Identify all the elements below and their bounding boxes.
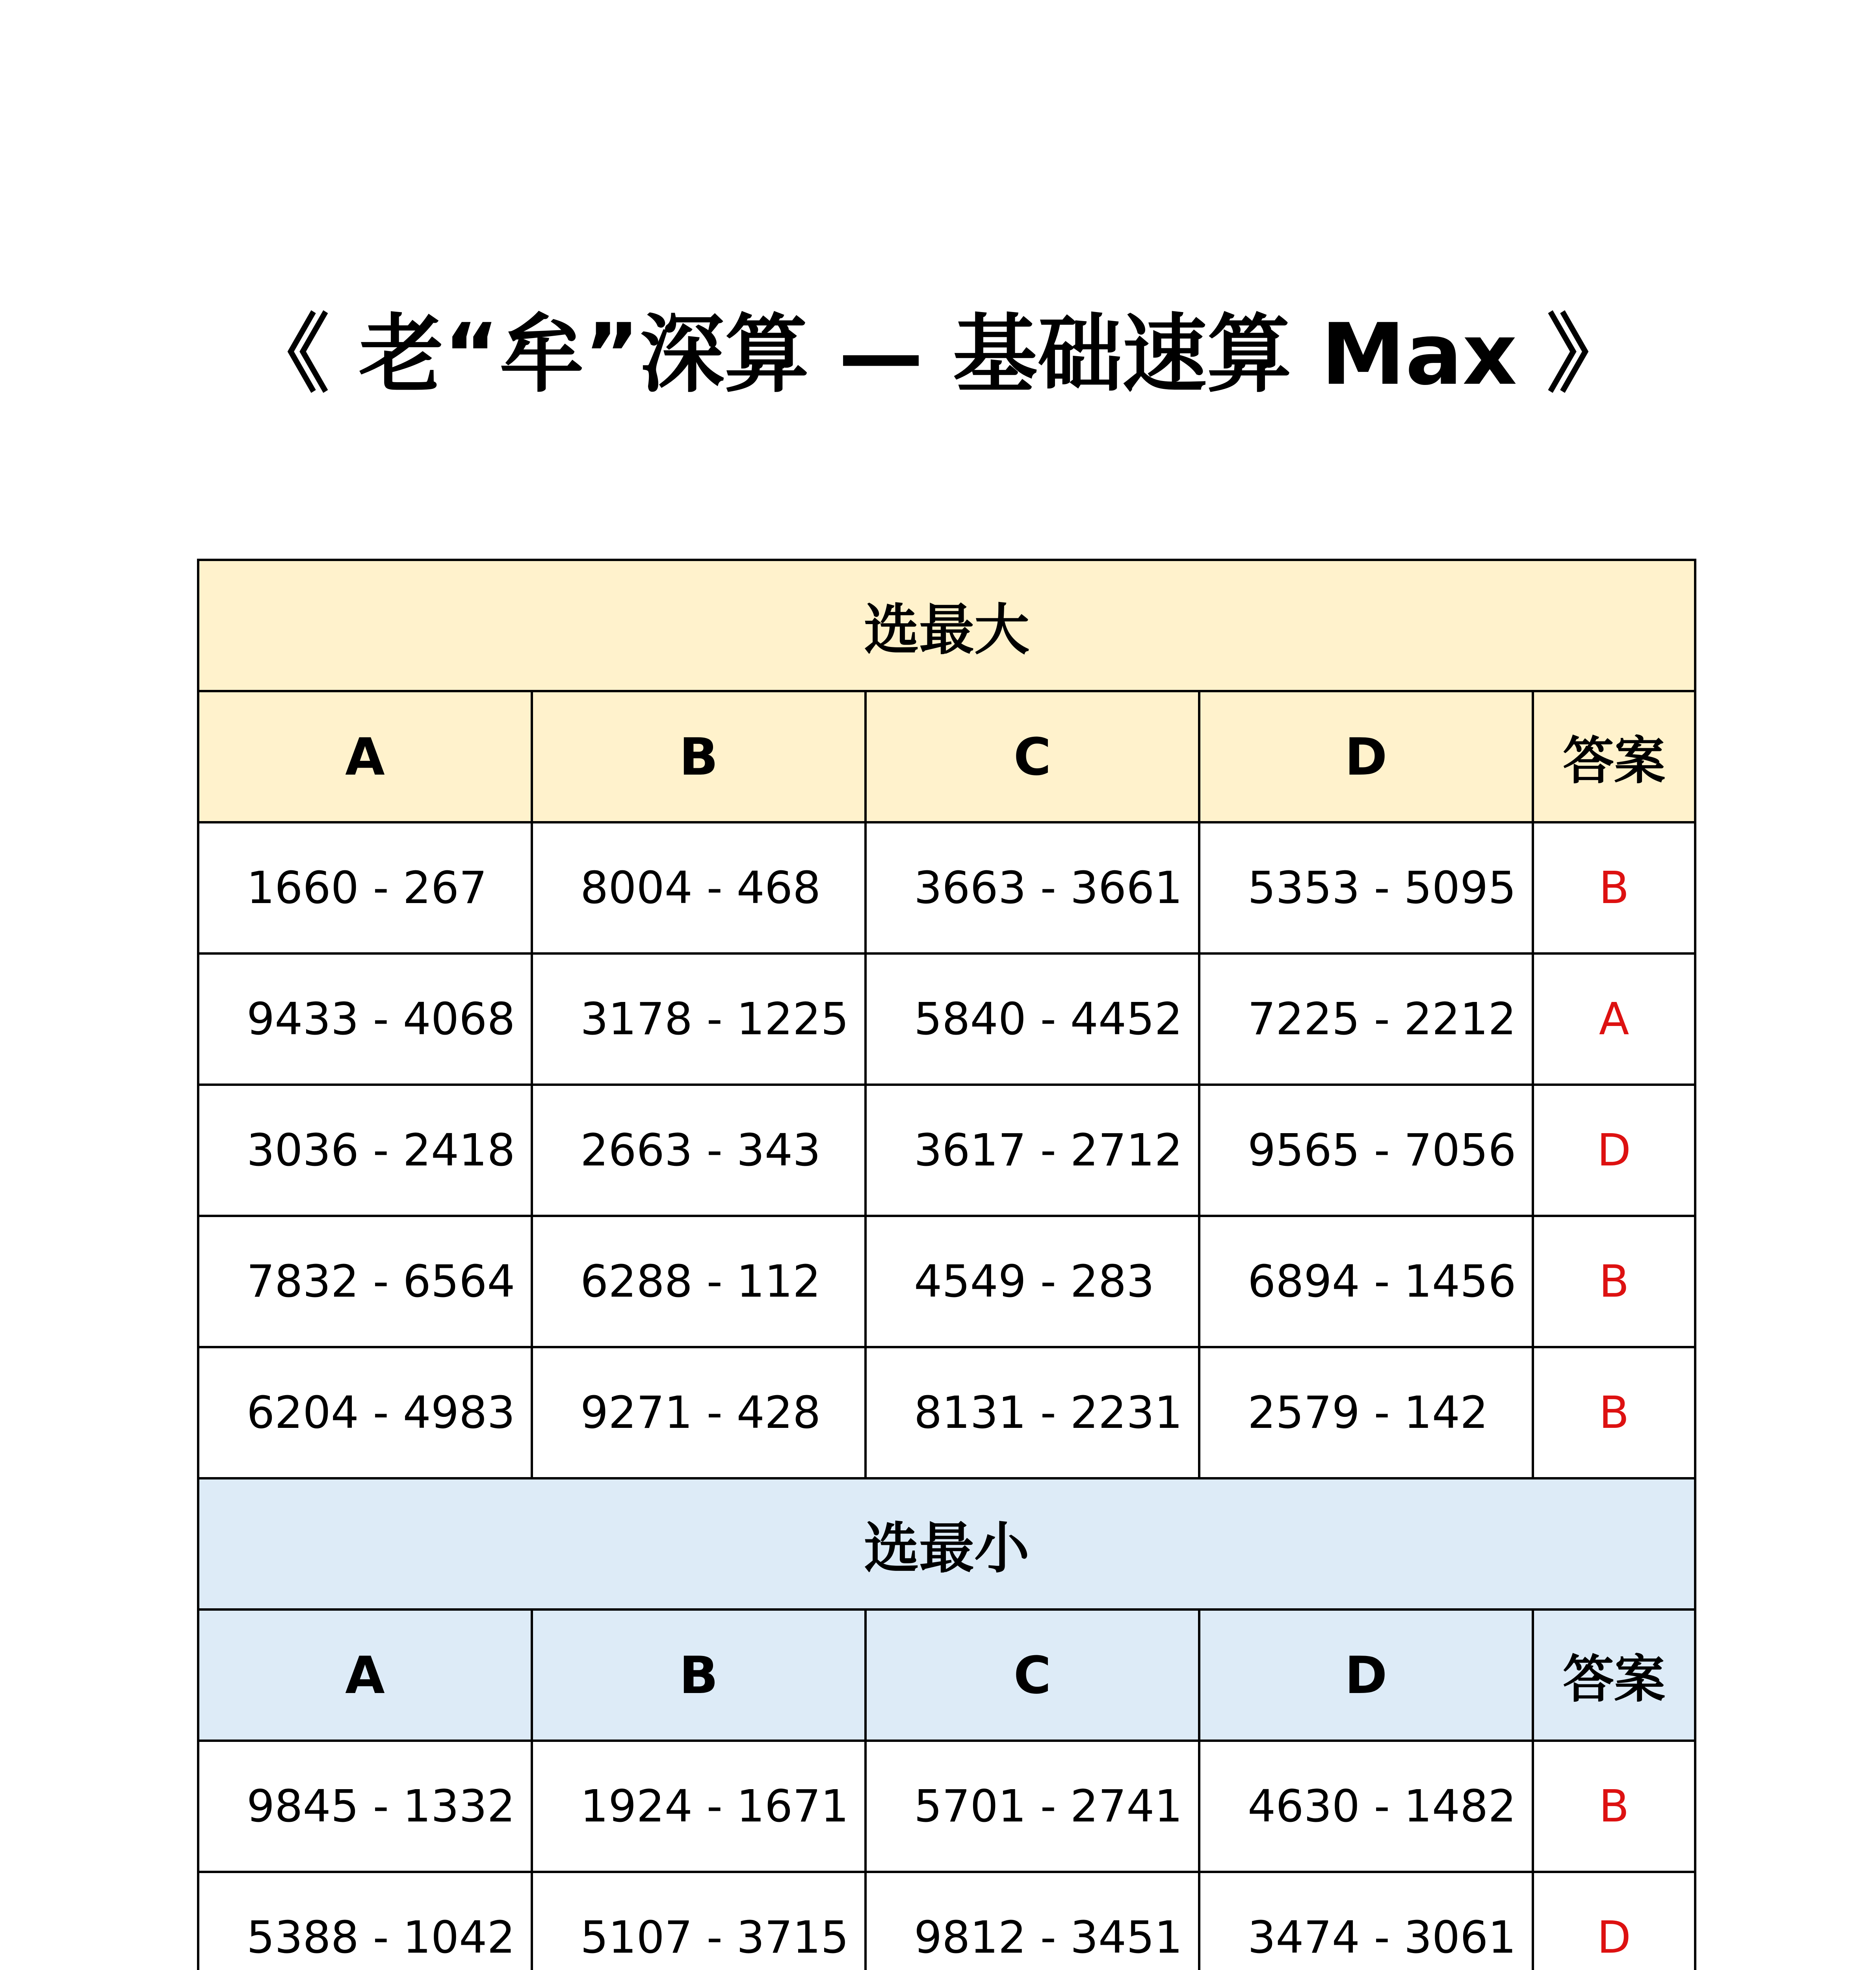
answer-cell: D [1533,1085,1695,1216]
expression-cell: 8004 - 468 [532,822,866,953]
expression-cell: 3036 - 2418 [198,1085,532,1216]
expression-cell: 5107 - 3715 [532,1872,866,1970]
expression-cell: 6288 - 112 [532,1216,866,1347]
expression-cell: 3663 - 3661 [866,822,1199,953]
answer-cell: B [1533,1216,1695,1347]
table-row [198,1872,1695,1970]
answer-cell: D [1533,1872,1695,1970]
section-title: 选最小 [198,1478,1695,1609]
expression-cell: 3617 - 2712 [866,1085,1199,1216]
expression-cell: 3178 - 1225 [532,953,866,1085]
table-row [198,822,1695,953]
expression-cell: 9433 - 4068 [198,953,532,1085]
section-title: 选最大 [198,560,1695,691]
expression-cell: 2663 - 343 [532,1085,866,1216]
expression-cell: 9565 - 7056 [1199,1085,1533,1216]
column-header-d: D [1199,691,1533,822]
expression-cell: 5388 - 1042 [198,1872,532,1970]
column-header-answer: 答案 [1533,691,1695,822]
column-header-b: B [532,691,866,822]
expression-cell: 9845 - 1332 [198,1741,532,1872]
answer-cell: B [1533,1741,1695,1872]
table-row [198,1347,1695,1478]
answer-cell: A [1533,953,1695,1085]
column-header-row [198,691,1695,822]
expression-cell: 6204 - 4983 [198,1347,532,1478]
expression-cell: 5840 - 4452 [866,953,1199,1085]
section-max [198,560,1695,1478]
column-header-c: C [866,691,1199,822]
expression-cell: 4630 - 1482 [1199,1741,1533,1872]
answer-cell: B [1533,1347,1695,1478]
table-row [198,953,1695,1085]
quiz-table [197,559,1696,1970]
expression-cell: 6894 - 1456 [1199,1216,1533,1347]
section-min [198,1478,1695,1970]
column-header-a: A [198,691,532,822]
expression-cell: 7225 - 2212 [1199,953,1533,1085]
table-row [198,1741,1695,1872]
page-title: 《 老“牟”深算 — 基础速算 Max 》 [245,305,1631,404]
expression-cell: 5353 - 5095 [1199,822,1533,953]
expression-cell: 5701 - 2741 [866,1741,1199,1872]
expression-cell: 1660 - 267 [198,822,532,953]
expression-cell: 7832 - 6564 [198,1216,532,1347]
column-header-b: B [532,1609,866,1741]
column-header-c: C [866,1609,1199,1741]
table-row [198,1216,1695,1347]
answer-cell: B [1533,822,1695,953]
section-title-row [198,560,1695,691]
expression-cell: 3474 - 3061 [1199,1872,1533,1970]
column-header-answer: 答案 [1533,1609,1695,1741]
expression-cell: 2579 - 142 [1199,1347,1533,1478]
expression-cell: 8131 - 2231 [866,1347,1199,1478]
expression-cell: 9812 - 3451 [866,1872,1199,1970]
column-header-d: D [1199,1609,1533,1741]
column-header-row [198,1609,1695,1741]
table-row [198,1085,1695,1216]
expression-cell: 1924 - 1671 [532,1741,866,1872]
expression-cell: 4549 - 283 [866,1216,1199,1347]
expression-cell: 9271 - 428 [532,1347,866,1478]
column-header-a: A [198,1609,532,1741]
section-title-row [198,1478,1695,1609]
